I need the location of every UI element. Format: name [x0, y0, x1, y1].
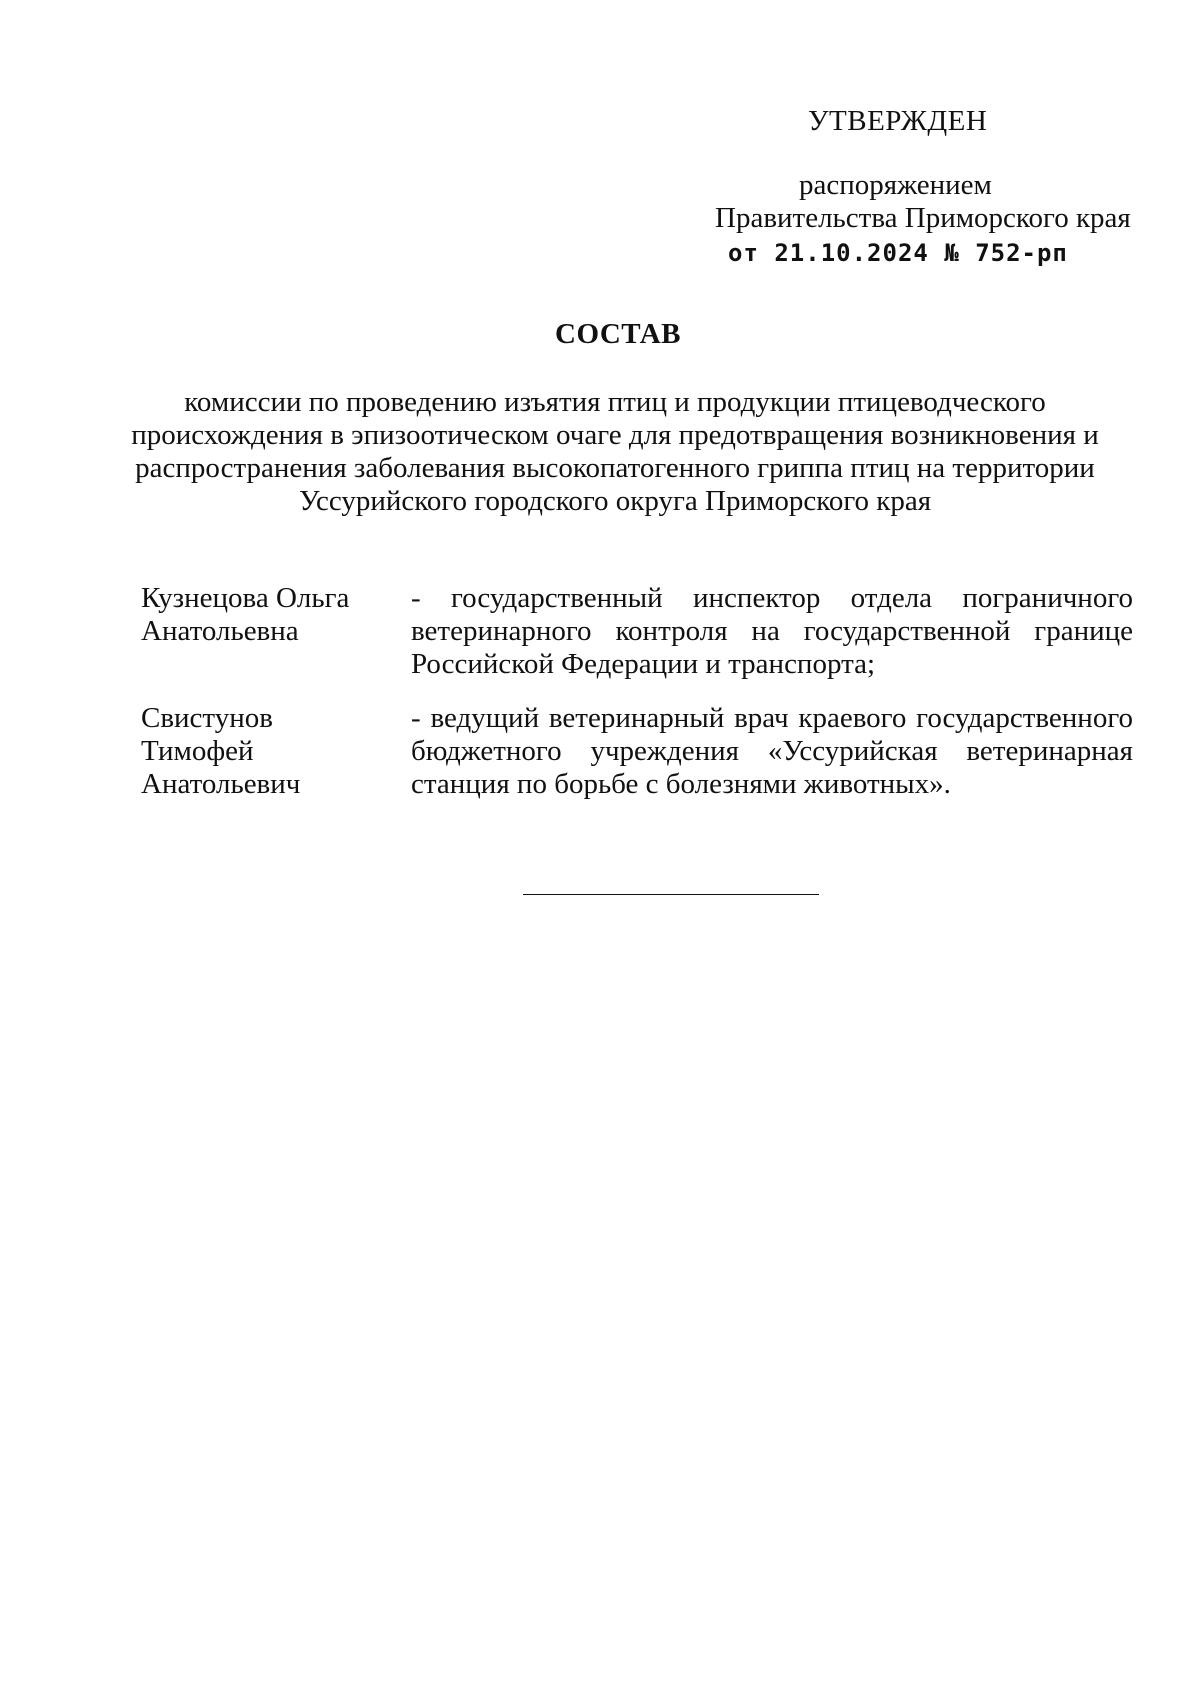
document-title: СОСТАВ	[555, 318, 681, 350]
approval-organization: Правительства Приморского края	[715, 202, 1131, 234]
member-name-line: Свистунов	[141, 702, 273, 734]
approval-title: УТВЕРЖДЕН	[808, 105, 988, 137]
closing-divider	[523, 894, 819, 895]
member-name-line: Анатольевна	[141, 615, 299, 647]
member-role: - государственный инспектор отдела пограничного ветеринарного контроля на государственной границе Российской Федерации и транспорта;	[411, 582, 1133, 680]
member-name-line: Кузнецова Ольга	[141, 582, 350, 614]
member-role: - ведущий ветеринарный врач краевого государственного бюджетного учреждения «Уссурийская ветеринарная станция по борьбе с болезнями животных».	[411, 702, 1133, 800]
member-name-line: Анатольевич	[141, 768, 301, 800]
approval-number: от 21.10.2024 № 752-рп	[728, 239, 1068, 267]
member-name	[141, 582, 381, 648]
document-subtitle: комиссии по проведению изъятия птиц и продукции птицеводческого происхождения в эпизоотическом очаге для предотвращения возникновения и распространения заболевания высокопатогенного гриппа птиц на территории Уссурийского городского округа Приморского края	[131, 386, 1099, 517]
member-name	[141, 702, 381, 801]
approval-by: распоряжением	[799, 169, 992, 201]
member-name-line: Тимофей	[141, 735, 254, 767]
